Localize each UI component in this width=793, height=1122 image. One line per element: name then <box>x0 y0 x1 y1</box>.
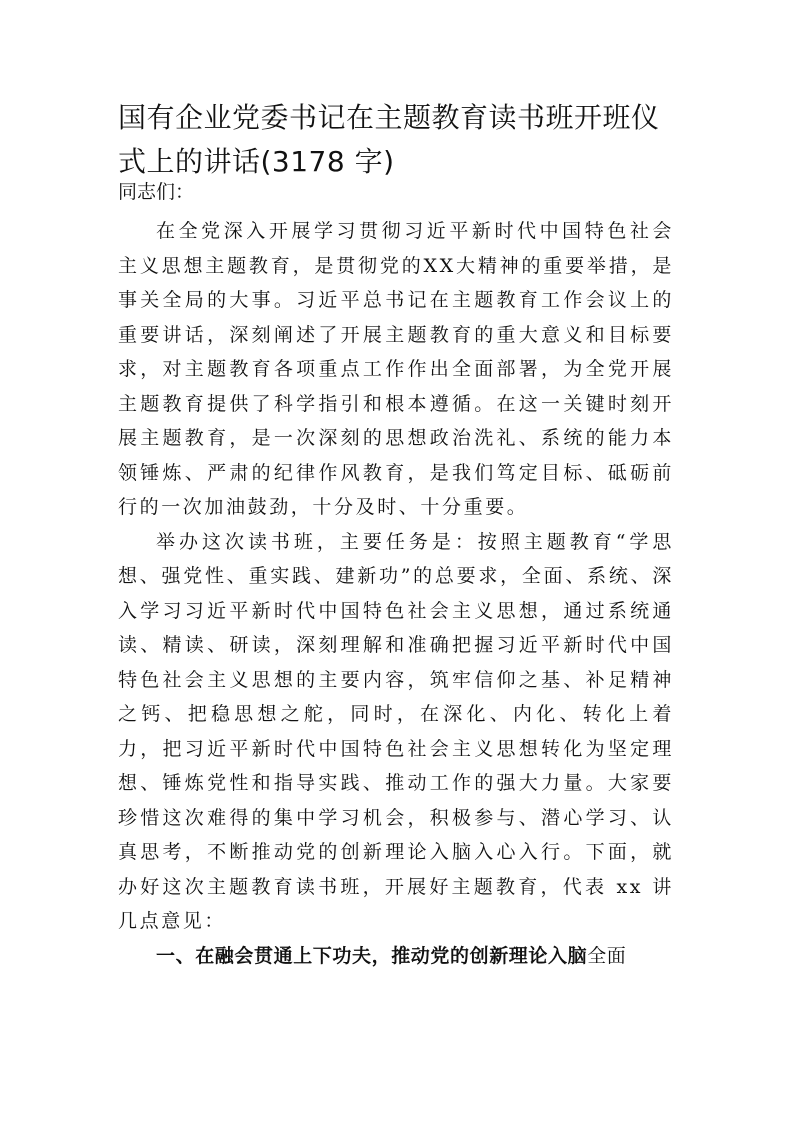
salutation: 同志们： <box>118 181 195 203</box>
paragraph-intro: 在全党深入开展学习贯彻习近平新时代中国特色社会主义思想主题教育，是贯彻党的XX大精神的重要举措，是事关全局的大事。习近平总书记在主题教育工作会议上的重要讲话，深刻阐述了开展主题教育的重大意义和目标要求，对主题教育各项重点工作作出全面部署，为全党开展主题教育提供了科学指引和根本遵循。在这一关键时刻开展主题教育，是一次深刻的思想政治洗礼、系统的能力本领锤炼、严肃的纪律作风教育，是我们笃定目标、砥砺前行的一次加油鼓劲，十分及时、十分重要。 <box>118 220 674 518</box>
document-body <box>118 214 674 973</box>
section-heading-1 <box>118 939 674 974</box>
section-heading-1-rest: 全面 <box>587 944 627 967</box>
paragraph-tasks: 举办这次读书班，主要任务是：按照主题教育“学思想、强党性、重实践、建新功”的总要求，全面、系统、深入学习习近平新时代中国特色社会主义思想，通过系统通读、精读、研读，深刻理解和准确把握习近平新时代中国特色社会主义思想的主要内容，筑牢信仰之基、补足精神之钙、把稳思想之舵，同时，在深化、内化、转化上着力，把习近平新时代中国特色社会主义思想转化为坚定理想、锤炼党性和指导实践、推动工作的强大力量。大家要珍惜这次难得的集中学习机会，积极参与、潜心学习、认真思考，不断推动党的创新理论入脑入心入行。下面，就办好这次主题教育读书班，开展好主题教育，代表 xx 讲几点意见： <box>118 530 674 932</box>
section-heading-1-bold: 一、在融会贯通上下功夫，推动党的创新理论入脑 <box>156 944 588 967</box>
document-title: 国有企业党委书记在主题教育读书班开班仪式上的讲话(3178 字) <box>118 101 660 178</box>
